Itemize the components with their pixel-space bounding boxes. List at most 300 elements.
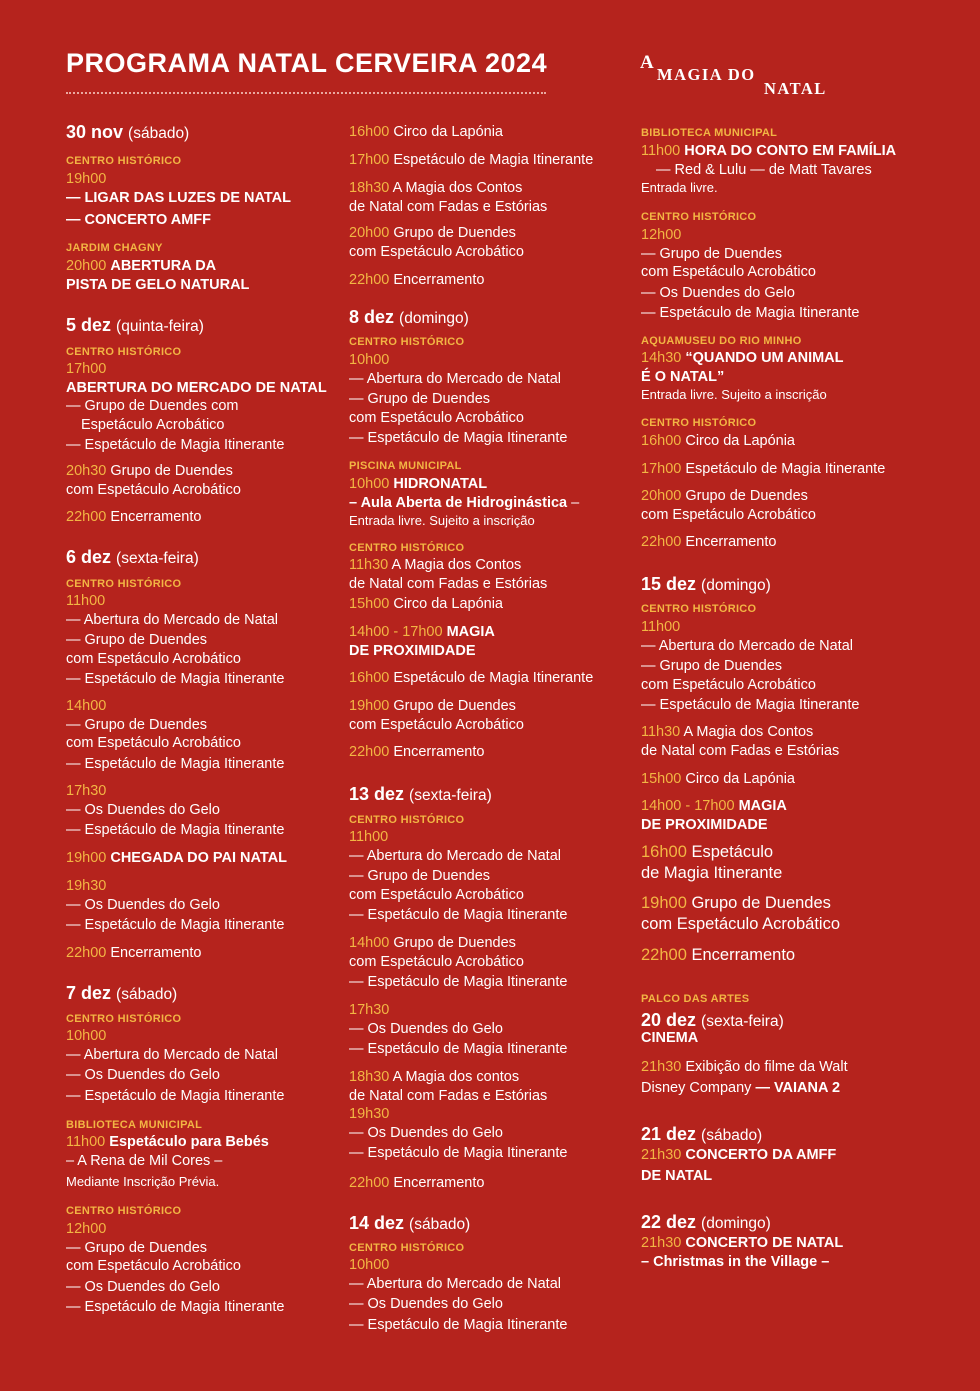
event-item bbox=[641, 945, 795, 966]
event-time: 12h00 bbox=[641, 227, 682, 243]
event-text: — Espetáculo de Magia Itinerante bbox=[641, 305, 860, 321]
event-item bbox=[66, 462, 241, 499]
event-line bbox=[349, 1275, 567, 1294]
venue-label: CENTRO HISTÓRICO bbox=[641, 211, 757, 223]
event-text: com Espetáculo Acrobático bbox=[349, 716, 524, 733]
day-date: 20 dez bbox=[641, 1010, 697, 1030]
event-item bbox=[349, 828, 567, 925]
event-time: 20h00 bbox=[66, 258, 111, 274]
event-item bbox=[66, 849, 287, 868]
event-time: 20h00 bbox=[349, 225, 394, 241]
event-text: — LIGAR DAS LUZES DE NATAL bbox=[66, 189, 292, 206]
event-text: — Os Duendes do Gelo bbox=[66, 1278, 220, 1295]
event-line bbox=[641, 245, 859, 264]
event-line bbox=[349, 1144, 567, 1163]
event-line bbox=[349, 151, 593, 170]
event-item bbox=[641, 618, 859, 715]
event-text: Grupo de Duendes bbox=[110, 463, 233, 479]
event-line bbox=[641, 386, 844, 405]
day-date: 5 dez bbox=[66, 315, 112, 335]
event-text: A Magia dos Contos bbox=[391, 557, 522, 573]
event-line bbox=[641, 893, 840, 914]
event-text: DE PROXIMIDADE bbox=[641, 816, 768, 833]
day-date: 6 dez bbox=[66, 547, 112, 567]
event-text: de Natal com Fadas e Estórias bbox=[349, 1087, 548, 1104]
event-text: Encerramento bbox=[393, 1175, 485, 1191]
event-time: 21h30 bbox=[641, 1235, 686, 1251]
event-line bbox=[641, 263, 859, 282]
day-date: 13 dez bbox=[349, 784, 405, 804]
event-line bbox=[66, 1239, 284, 1258]
event-item bbox=[641, 487, 816, 524]
event-text: de Natal com Fadas e Estórias bbox=[349, 575, 548, 592]
event-line bbox=[349, 390, 567, 409]
event-line bbox=[641, 179, 896, 198]
event-line bbox=[349, 1001, 567, 1020]
event-time: 10h00 bbox=[349, 476, 394, 492]
event-item bbox=[641, 1146, 836, 1185]
event-line bbox=[349, 1020, 567, 1039]
event-line bbox=[66, 1257, 284, 1276]
event-text: DE NATAL bbox=[641, 1167, 713, 1184]
event-text: — Espetáculo de Magia Itinerante bbox=[66, 755, 285, 772]
event-text: Encerramento bbox=[393, 272, 485, 288]
event-item bbox=[66, 1133, 269, 1192]
event-text: HORA DO CONTO EM FAMÍLIA bbox=[684, 143, 897, 159]
event-time: 11h00 bbox=[349, 829, 389, 845]
event-time: 22h00 bbox=[641, 534, 686, 550]
event-line bbox=[349, 179, 547, 198]
event-text: Encerramento bbox=[393, 744, 485, 760]
event-text: Circo da Lapónia bbox=[393, 124, 503, 140]
day-weekday: (domingo) bbox=[399, 310, 469, 327]
event-line bbox=[641, 770, 795, 789]
event-line bbox=[349, 743, 484, 762]
day-heading bbox=[66, 313, 204, 339]
event-line bbox=[641, 914, 840, 935]
event-time: 21h30 bbox=[641, 1147, 686, 1163]
event-line bbox=[349, 271, 484, 290]
event-text: com Espetáculo Acrobático bbox=[641, 915, 841, 933]
event-line bbox=[641, 487, 816, 506]
event-item bbox=[349, 1068, 567, 1163]
event-text: com Espetáculo Acrobático bbox=[66, 481, 241, 498]
event-text: — VAIANA 2 bbox=[755, 1079, 841, 1096]
event-line bbox=[349, 409, 567, 428]
event-line bbox=[641, 533, 776, 552]
event-line bbox=[349, 370, 567, 389]
event-item bbox=[641, 797, 787, 834]
event-line bbox=[66, 916, 284, 935]
event-line bbox=[641, 1079, 848, 1098]
event-item bbox=[66, 782, 284, 840]
event-line bbox=[349, 351, 567, 370]
event-line bbox=[349, 828, 567, 847]
event-text: MAGIA bbox=[738, 798, 787, 814]
event-text: com Espetáculo Acrobático bbox=[66, 735, 241, 751]
event-text: PISTA DE GELO NATURAL bbox=[66, 276, 250, 293]
event-text: Grupo de Duendes bbox=[393, 935, 516, 951]
event-time: 18h30 bbox=[349, 1069, 393, 1085]
logo-line-magia-do: MAGIA DO bbox=[657, 65, 756, 84]
event-item bbox=[349, 623, 495, 660]
event-text: — Espetáculo de Magia Itinerante bbox=[349, 430, 568, 446]
event-time: 20h30 bbox=[66, 463, 111, 479]
event-line bbox=[66, 1027, 284, 1046]
event-time: 22h00 bbox=[349, 1175, 394, 1191]
event-line bbox=[66, 276, 249, 295]
event-text: — Os Duendes do Gelo bbox=[349, 1124, 503, 1141]
event-line bbox=[66, 821, 284, 840]
event-time: 19h30 bbox=[349, 1106, 390, 1122]
venue-label: CENTRO HISTÓRICO bbox=[349, 542, 465, 554]
event-item bbox=[641, 1058, 848, 1097]
event-line bbox=[66, 716, 284, 735]
venue-label: CENTRO HISTÓRICO bbox=[349, 336, 465, 348]
event-line bbox=[349, 1174, 484, 1193]
event-time: 22h00 bbox=[349, 744, 394, 760]
event-text: – Christmas in the Village – bbox=[641, 1253, 830, 1270]
venue-label: CENTRO HISTÓRICO bbox=[641, 603, 757, 615]
event-time: 10h00 bbox=[66, 1028, 107, 1044]
event-line bbox=[66, 257, 249, 276]
event-item bbox=[641, 893, 840, 935]
event-text: ABERTURA DA bbox=[110, 258, 217, 274]
venue-label: BIBLIOTECA MUNICIPAL bbox=[641, 127, 778, 139]
event-text: — Abertura do Mercado de Natal bbox=[66, 611, 278, 628]
event-text: Encerramento bbox=[685, 534, 777, 550]
event-line bbox=[641, 816, 787, 835]
event-line bbox=[349, 953, 567, 972]
event-line bbox=[641, 637, 859, 656]
event-line bbox=[641, 618, 859, 637]
event-line bbox=[349, 867, 567, 886]
venue-label: CENTRO HISTÓRICO bbox=[349, 814, 465, 826]
event-line bbox=[641, 432, 795, 451]
event-text: — Espetáculo de Magia Itinerante bbox=[349, 1316, 568, 1333]
event-text: com Espetáculo Acrobático bbox=[66, 1258, 241, 1274]
event-line bbox=[349, 1124, 567, 1143]
day-weekday: (sábado) bbox=[116, 986, 178, 1003]
event-text: — Os Duendes do Gelo bbox=[66, 896, 220, 913]
event-time: 20h00 bbox=[641, 488, 686, 504]
event-line bbox=[349, 595, 547, 614]
event-item bbox=[349, 351, 567, 448]
event-text: — Os Duendes do Gelo bbox=[349, 1020, 503, 1037]
event-text: Espetáculo de Magia Itinerante bbox=[393, 152, 594, 168]
event-item bbox=[349, 151, 593, 170]
event-text: — Espetáculo de Magia Itinerante bbox=[66, 917, 285, 933]
event-text: Circo da Lapónia bbox=[393, 596, 503, 612]
event-text: — Grupo de Duendes bbox=[349, 391, 491, 407]
event-text: — Grupo de Duendes bbox=[66, 1239, 208, 1256]
event-text: – A Rena de Mil Cores – bbox=[66, 1152, 223, 1169]
event-item bbox=[641, 842, 782, 884]
event-item bbox=[349, 934, 567, 992]
event-time: 16h00 bbox=[641, 433, 686, 449]
event-item bbox=[349, 123, 503, 142]
event-item bbox=[349, 1256, 567, 1334]
event-time: 14h30 bbox=[641, 350, 686, 366]
venue-label: CENTRO HISTÓRICO bbox=[66, 1205, 182, 1217]
event-item bbox=[641, 723, 839, 760]
event-line bbox=[66, 592, 284, 611]
event-item bbox=[66, 1027, 284, 1105]
event-line bbox=[349, 623, 495, 642]
event-item bbox=[66, 360, 327, 455]
event-text: Espetáculo Acrobático bbox=[81, 416, 225, 433]
event-text: — Espetáculo de Magia Itinerante bbox=[66, 822, 285, 838]
event-text: — Os Duendes do Gelo bbox=[66, 1067, 220, 1083]
event-time: 17h00 bbox=[641, 461, 686, 477]
event-line bbox=[349, 1295, 567, 1314]
event-line bbox=[66, 896, 284, 915]
event-text: com Espetáculo Acrobático bbox=[641, 676, 816, 693]
event-text: — Espetáculo de Magia Itinerante bbox=[66, 1299, 285, 1315]
event-line bbox=[66, 611, 284, 630]
event-line bbox=[66, 508, 201, 527]
day-weekday: (sábado) bbox=[409, 1216, 471, 1233]
event-line bbox=[349, 512, 579, 531]
event-text: — Espetáculo de Magia Itinerante bbox=[349, 1145, 568, 1161]
venue-label: CENTRO HISTÓRICO bbox=[66, 1013, 182, 1025]
event-item bbox=[349, 697, 524, 734]
event-text: — Os Duendes do Gelo bbox=[641, 284, 795, 301]
event-line bbox=[641, 1234, 843, 1253]
event-item bbox=[66, 1220, 284, 1317]
event-line bbox=[641, 226, 859, 245]
event-line bbox=[349, 243, 524, 262]
event-text: — Abertura do Mercado de Natal bbox=[349, 847, 561, 864]
event-text: — Espetáculo de Magia Itinerante bbox=[349, 974, 568, 990]
day-heading bbox=[641, 1210, 771, 1236]
event-time: 16h00 bbox=[641, 843, 692, 861]
event-text: — Grupo de Duendes bbox=[349, 868, 491, 884]
event-item bbox=[349, 179, 547, 216]
event-text: A Magia dos Contos bbox=[683, 724, 814, 740]
event-time: 14h00 - 17h00 bbox=[641, 798, 739, 814]
day-heading bbox=[349, 1211, 470, 1237]
event-item bbox=[66, 257, 249, 294]
event-time: 17h30 bbox=[66, 783, 107, 799]
event-text: — Abertura do Mercado de Natal bbox=[641, 637, 853, 654]
event-line bbox=[66, 650, 284, 669]
event-line bbox=[66, 397, 327, 416]
event-line bbox=[66, 631, 284, 650]
day-weekday: (sexta-feira) bbox=[701, 1013, 784, 1030]
event-item bbox=[349, 669, 593, 688]
event-line bbox=[349, 1068, 567, 1087]
event-text: — Grupo de Duendes bbox=[66, 632, 208, 648]
event-line bbox=[66, 379, 327, 398]
event-line bbox=[66, 1298, 284, 1317]
event-line bbox=[349, 123, 503, 142]
event-item bbox=[641, 226, 859, 323]
event-text: — Espetáculo de Magia Itinerante bbox=[349, 1041, 568, 1057]
event-time: 22h00 bbox=[641, 946, 692, 964]
day-date: 7 dez bbox=[66, 983, 112, 1003]
event-text: CHEGADA DO PAI NATAL bbox=[110, 850, 288, 866]
event-line bbox=[349, 716, 524, 735]
magia-do-natal-logo bbox=[640, 52, 850, 100]
day-weekday: (sábado) bbox=[701, 1127, 763, 1144]
event-text: — Abertura do Mercado de Natal bbox=[66, 1046, 278, 1063]
event-line bbox=[349, 1105, 567, 1124]
event-line bbox=[641, 304, 859, 323]
event-item bbox=[66, 508, 201, 527]
event-time: 22h00 bbox=[66, 945, 111, 961]
event-line bbox=[641, 1146, 836, 1165]
venue-label: AQUAMUSEU DO RIO MINHO bbox=[641, 335, 802, 347]
event-line bbox=[349, 494, 579, 513]
event-text: Mediante Inscrição Prévia. bbox=[66, 1174, 220, 1189]
event-text: — Abertura do Mercado de Natal bbox=[349, 370, 561, 387]
event-line bbox=[641, 696, 859, 715]
event-time: 21h30 bbox=[641, 1059, 686, 1075]
event-time: 22h00 bbox=[66, 509, 111, 525]
title-divider bbox=[66, 92, 546, 94]
event-line bbox=[66, 1173, 269, 1192]
event-line bbox=[349, 224, 524, 243]
day-weekday: (sexta-feira) bbox=[116, 550, 199, 567]
event-time: 12h00 bbox=[66, 1221, 107, 1237]
event-time: 11h30 bbox=[349, 557, 392, 573]
event-item bbox=[349, 1001, 567, 1059]
event-line bbox=[349, 669, 593, 688]
event-text: Entrada livre. bbox=[641, 180, 718, 195]
event-text: de Magia Itinerante bbox=[641, 864, 783, 882]
event-text: Espetáculo para Bebés bbox=[109, 1134, 269, 1150]
event-time: 14h00 bbox=[349, 935, 394, 951]
event-line bbox=[641, 1253, 843, 1272]
event-item bbox=[66, 170, 291, 230]
event-line bbox=[349, 934, 567, 953]
event-time: 18h30 bbox=[349, 180, 393, 196]
event-line bbox=[641, 657, 859, 676]
venue-label: JARDIM CHAGNY bbox=[66, 242, 163, 254]
event-text: HIDRONATAL bbox=[393, 476, 488, 492]
event-line bbox=[641, 506, 816, 525]
event-line bbox=[349, 575, 547, 594]
event-line bbox=[66, 697, 284, 716]
event-line bbox=[641, 1058, 848, 1077]
event-text: Encerramento bbox=[110, 509, 202, 525]
event-line bbox=[641, 161, 896, 180]
event-text: Grupo de Duendes bbox=[685, 488, 808, 504]
event-line bbox=[66, 1220, 284, 1239]
day-heading bbox=[349, 782, 492, 808]
event-line bbox=[349, 886, 567, 905]
event-line bbox=[641, 349, 844, 368]
event-line bbox=[66, 1066, 284, 1085]
event-line bbox=[66, 436, 327, 455]
event-line bbox=[641, 863, 782, 884]
event-time: 16h00 bbox=[349, 670, 394, 686]
event-text: — Os Duendes do Gelo bbox=[349, 1296, 503, 1312]
event-line bbox=[66, 944, 201, 963]
event-text: CINEMA bbox=[641, 1030, 699, 1046]
event-line bbox=[641, 1029, 698, 1048]
event-item bbox=[641, 1029, 698, 1048]
event-time: 19h30 bbox=[66, 878, 107, 894]
event-item bbox=[641, 460, 885, 479]
event-text: com Espetáculo Acrobático bbox=[66, 650, 241, 667]
day-heading bbox=[349, 305, 469, 331]
event-line bbox=[66, 734, 284, 753]
event-time: 11h00 bbox=[66, 1134, 110, 1150]
event-time: 19h00 bbox=[66, 171, 107, 187]
event-item bbox=[641, 142, 896, 198]
event-line bbox=[66, 1087, 284, 1106]
event-text: – bbox=[349, 494, 361, 511]
day-date: 14 dez bbox=[349, 1213, 405, 1233]
venue-label: CENTRO HISTÓRICO bbox=[66, 578, 182, 590]
day-heading bbox=[66, 120, 189, 146]
day-heading bbox=[641, 572, 771, 598]
event-time: 17h00 bbox=[66, 361, 107, 377]
event-line bbox=[641, 742, 839, 761]
event-text: — Red & Lulu — de Matt Tavares bbox=[656, 161, 872, 178]
event-line bbox=[66, 211, 291, 230]
event-line bbox=[66, 416, 327, 435]
day-weekday: (domingo) bbox=[701, 577, 771, 594]
logo-letter-a: A bbox=[640, 52, 654, 73]
event-text: Entrada livre. Sujeito a inscrição bbox=[349, 513, 535, 528]
logo-line-natal: NATAL bbox=[764, 79, 827, 98]
event-line bbox=[349, 1087, 567, 1106]
event-item bbox=[641, 432, 795, 451]
venue-label: BIBLIOTECA MUNICIPAL bbox=[66, 1119, 203, 1131]
event-text: Espetáculo bbox=[691, 843, 774, 861]
event-text: ABERTURA DO MERCADO DE NATAL bbox=[66, 379, 327, 396]
event-text: Encerramento bbox=[110, 945, 202, 961]
event-item bbox=[349, 224, 524, 261]
event-time: 10h00 bbox=[349, 1257, 390, 1273]
event-line bbox=[349, 847, 567, 866]
venue-label: CENTRO HISTÓRICO bbox=[66, 155, 182, 167]
event-text: A Magia dos Contos bbox=[392, 180, 523, 196]
day-date: 21 dez bbox=[641, 1124, 697, 1144]
event-text: Circo da Lapónia bbox=[685, 771, 795, 787]
event-line bbox=[66, 1133, 269, 1152]
event-text: Espetáculo de Magia Itinerante bbox=[393, 670, 594, 686]
event-line bbox=[641, 676, 859, 695]
event-item bbox=[66, 877, 284, 935]
event-text: Aula Aberta de Hidroginástica bbox=[360, 494, 568, 511]
event-text: — Os Duendes do Gelo bbox=[66, 801, 220, 818]
event-line bbox=[66, 1152, 269, 1171]
event-time: 15h00 bbox=[641, 771, 686, 787]
event-line bbox=[66, 170, 291, 189]
event-line bbox=[66, 670, 284, 689]
event-time: 14h00 - 17h00 bbox=[349, 624, 447, 640]
event-item bbox=[641, 770, 795, 789]
day-weekday: (sábado) bbox=[128, 125, 190, 142]
event-line bbox=[66, 782, 284, 801]
event-text: — Grupo de Duendes bbox=[66, 716, 208, 733]
event-text: Circo da Lapónia bbox=[685, 433, 795, 449]
event-line bbox=[66, 849, 287, 868]
event-text: com Espetáculo Acrobático bbox=[641, 506, 816, 523]
day-heading bbox=[66, 981, 177, 1007]
day-date: 30 nov bbox=[66, 122, 124, 142]
event-text: — CONCERTO AMFF bbox=[66, 212, 211, 228]
venue-label: PALCO DAS ARTES bbox=[641, 993, 750, 1005]
day-date: 8 dez bbox=[349, 307, 395, 327]
event-line bbox=[349, 973, 567, 992]
event-text: — Espetáculo de Magia Itinerante bbox=[349, 907, 568, 923]
event-text: CONCERTO DE NATAL bbox=[685, 1235, 844, 1251]
